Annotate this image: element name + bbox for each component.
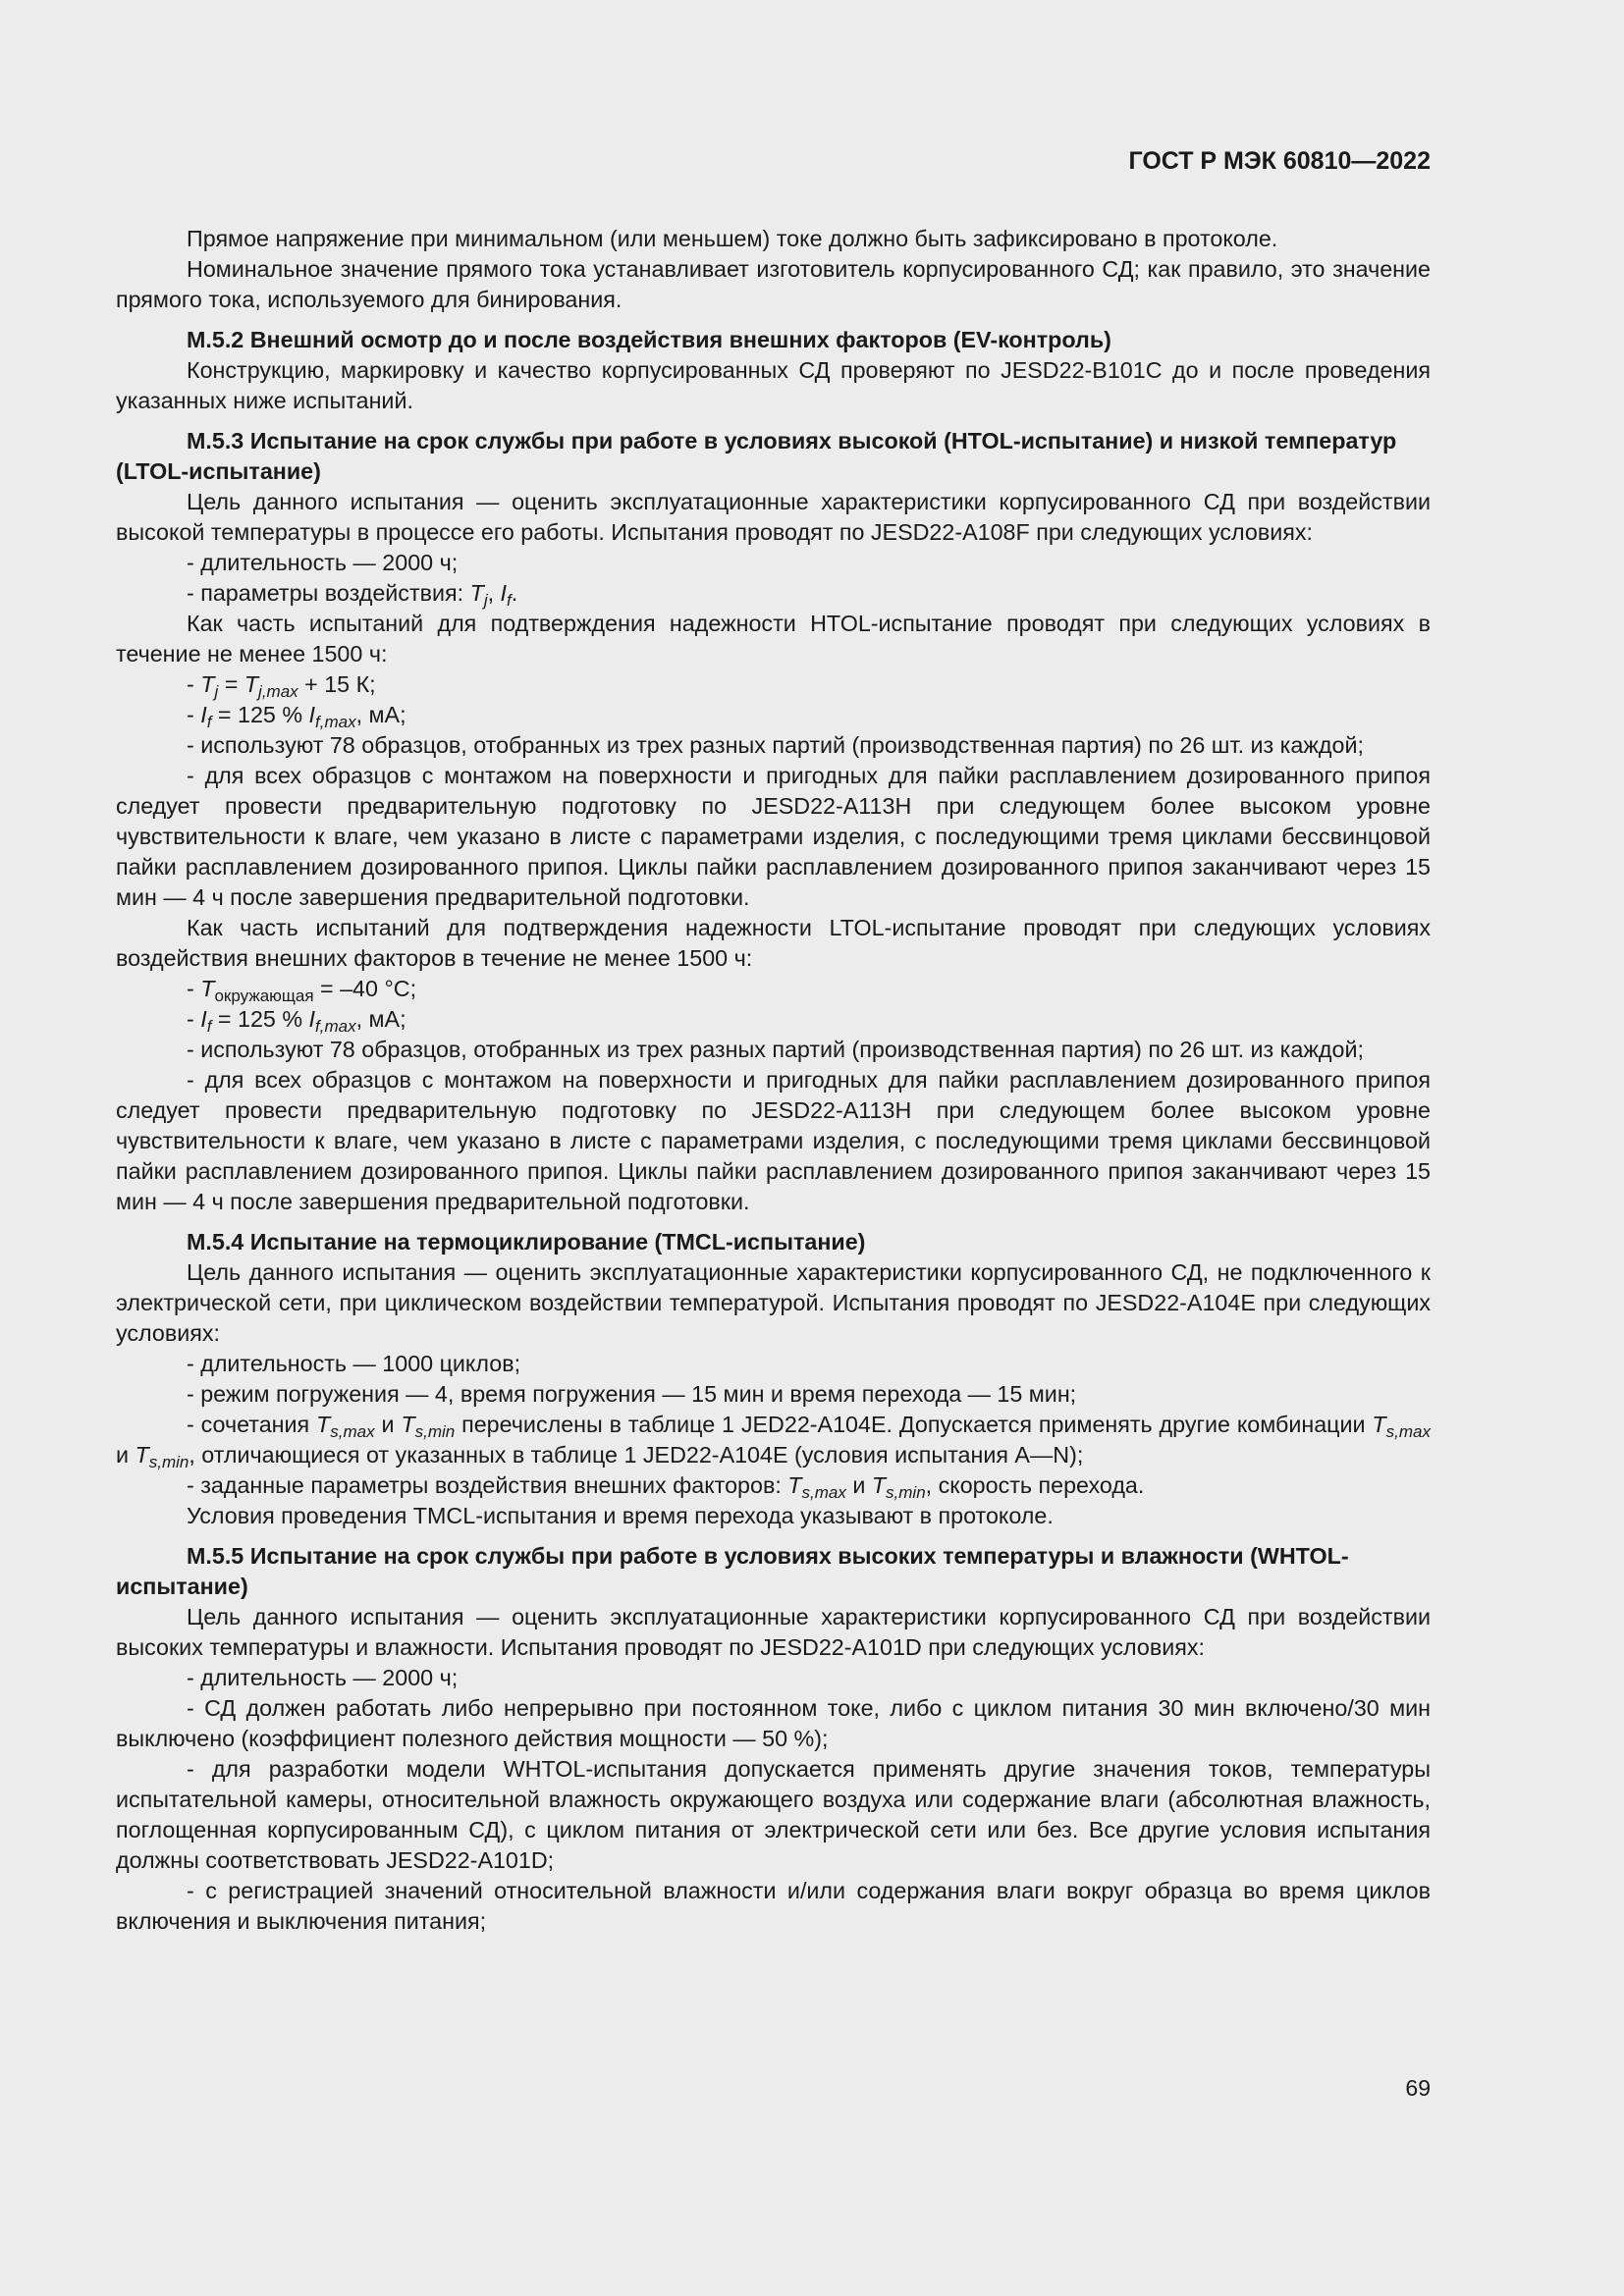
- list-item: - $I_f = 125$ % $I_{f,max}$, мА;: [187, 1006, 406, 1036]
- list-item: - с регистрацией значений относительной влажности и/или содержания влаги вокруг образца во время циклов включения и выключения питания;: [116, 1878, 1431, 1934]
- list-item: - режим погружения — 4, время погружения — 15 мин и время перехода — 15 мин;: [187, 1381, 1077, 1407]
- paragraph: Как часть испытаний для подтверждения надежности LTOL-испытание проводят при следующих условиях воздействия внешних факторов в течение не менее 1500 ч:: [116, 915, 1431, 971]
- list-item: - $T_{окружающая} = -40$ °C;: [187, 976, 417, 1005]
- paragraph: Как часть испытаний для подтверждения надежности HTOL-испытание проводят при следующих условиях в течение не менее 1500 ч:: [116, 611, 1431, 667]
- list-item: - используют 78 образцов, отобранных из трех разных партий (производственная партия) по 26 шт. из каждой;: [187, 1037, 1364, 1062]
- paragraph: Прямое напряжение при минимальном (или меньшем) токе должно быть зафиксировано в протоколе.: [187, 226, 1278, 251]
- list-item: - длительность — 2000 ч;: [187, 1665, 459, 1690]
- list-item: - длительность — 2000 ч;: [187, 550, 459, 575]
- section-heading-m55: М.5.5 Испытание на срок службы при работе в условиях высоких температуры и влажности (WHTOL-испытание): [116, 1543, 1349, 1599]
- paragraph: Цель данного испытания — оценить эксплуатационные характеристики корпусированного СД при воздействии высоких температуры и влажности. Испытания проводят по JESD22-A101D при следующих условиях:: [116, 1604, 1431, 1660]
- list-item: - $I_f = 125$ % $I_{f,max}$, мА;: [187, 702, 406, 731]
- document-body: [116, 224, 1431, 1937]
- list-item: - параметры воздействия: $T_j$, $I_f$.: [187, 580, 518, 610]
- section-heading-m53: М.5.3 Испытание на срок службы при работе в условиях высокой (HTOL-испытание) и низкой температур (LTOL-испытание): [116, 428, 1397, 484]
- paragraph: Цель данного испытания — оценить эксплуатационные характеристики корпусированного СД, не подключенного к электрической сети, при циклическом воздействии температурой. Испытания проводят по JESD22-A104E при следующих условиях:: [116, 1259, 1431, 1346]
- section-heading-m54: М.5.4 Испытание на термоциклирование (TMCL-испытание): [187, 1229, 866, 1255]
- document-header: ГОСТ Р МЭК 60810—2022: [1128, 147, 1431, 175]
- list-item: - для всех образцов с монтажом на поверхности и пригодных для пайки расплавлением дозированного припоя следует провести предварительную подготовку по JESD22-A113H при следующем более высоком уровне чувствительности к влаге, чем указано в листе с параметрами изделия, с последующими тремя циклами бессвинцовой пайки расплавлением дозированного припоя. Циклы пайки расплавлением дозированного припоя заканчивают через 15 мин — 4 ч после завершения предварительной подготовки.: [116, 763, 1431, 910]
- list-item: - СД должен работать либо непрерывно при постоянном токе, либо с циклом питания 30 мин включено/30 мин выключено (коэффициент полезного действия мощности — 50 %);: [116, 1695, 1431, 1751]
- list-item: - для всех образцов с монтажом на поверхности и пригодных для пайки расплавлением дозированного припоя следует провести предварительную подготовку по JESD22-A113H при следующем более высоком уровне чувствительности к влаге, чем указано в листе с параметрами изделия, с последующими тремя циклами бессвинцовой пайки расплавлением дозированного припоя. Циклы пайки расплавлением дозированного припоя заканчивают через 15 мин — 4 ч после завершения предварительной подготовки.: [116, 1067, 1431, 1214]
- list-item: - используют 78 образцов, отобранных из трех разных партий (производственная партия) по 26 шт. из каждой;: [187, 732, 1364, 758]
- paragraph: Условия проведения TMCL-испытания и время перехода указывают в протоколе.: [187, 1503, 1054, 1528]
- list-item: - для разработки модели WHTOL-испытания допускается применять другие значения токов, температуры испытательной камеры, относительной влажность окружающего воздуха или содержание влаги (абсолютная влажность, поглощенная корпусированным СД), с циклом питания от электрической сети или без. Все другие условия испытания должны соответствовать JESD22-A101D;: [116, 1756, 1431, 1873]
- list-item: - сочетания $T_{s,max}$ и $T_{s,min}$ перечислены в таблице 1 JED22-A104E. Допускается применять другие комбинации $T_{s,max}$ и $T_{s,min}$, отличающиеся от указанных в таблице 1 JED22-A104E (условия испытания А—N);: [116, 1412, 1431, 1471]
- list-item: - длительность — 1000 циклов;: [187, 1351, 521, 1376]
- section-heading-m52: М.5.2 Внешний осмотр до и после воздействия внешних факторов (EV-контроль): [187, 327, 1111, 352]
- list-item: - заданные параметры воздействия внешних факторов: $T_{s,max}$ и $T_{s,min}$, скорость перехода.: [187, 1472, 1145, 1502]
- paragraph: Номинальное значение прямого тока устанавливает изготовитель корпусированного СД; как правило, это значение прямого тока, используемого для бинирования.: [116, 256, 1431, 312]
- paragraph: Конструкцию, маркировку и качество корпусированных СД проверяют по JESD22-B101C до и после проведения указанных ниже испытаний.: [116, 357, 1431, 413]
- page-number: 69: [1405, 2075, 1431, 2101]
- paragraph: Цель данного испытания — оценить эксплуатационные характеристики корпусированного СД при воздействии высокой температуры в процессе его работы. Испытания проводят по JESD22-A108F при следующих условиях:: [116, 489, 1431, 545]
- list-item: - $T_j = T_{j,max} + 15$ К;: [187, 671, 376, 701]
